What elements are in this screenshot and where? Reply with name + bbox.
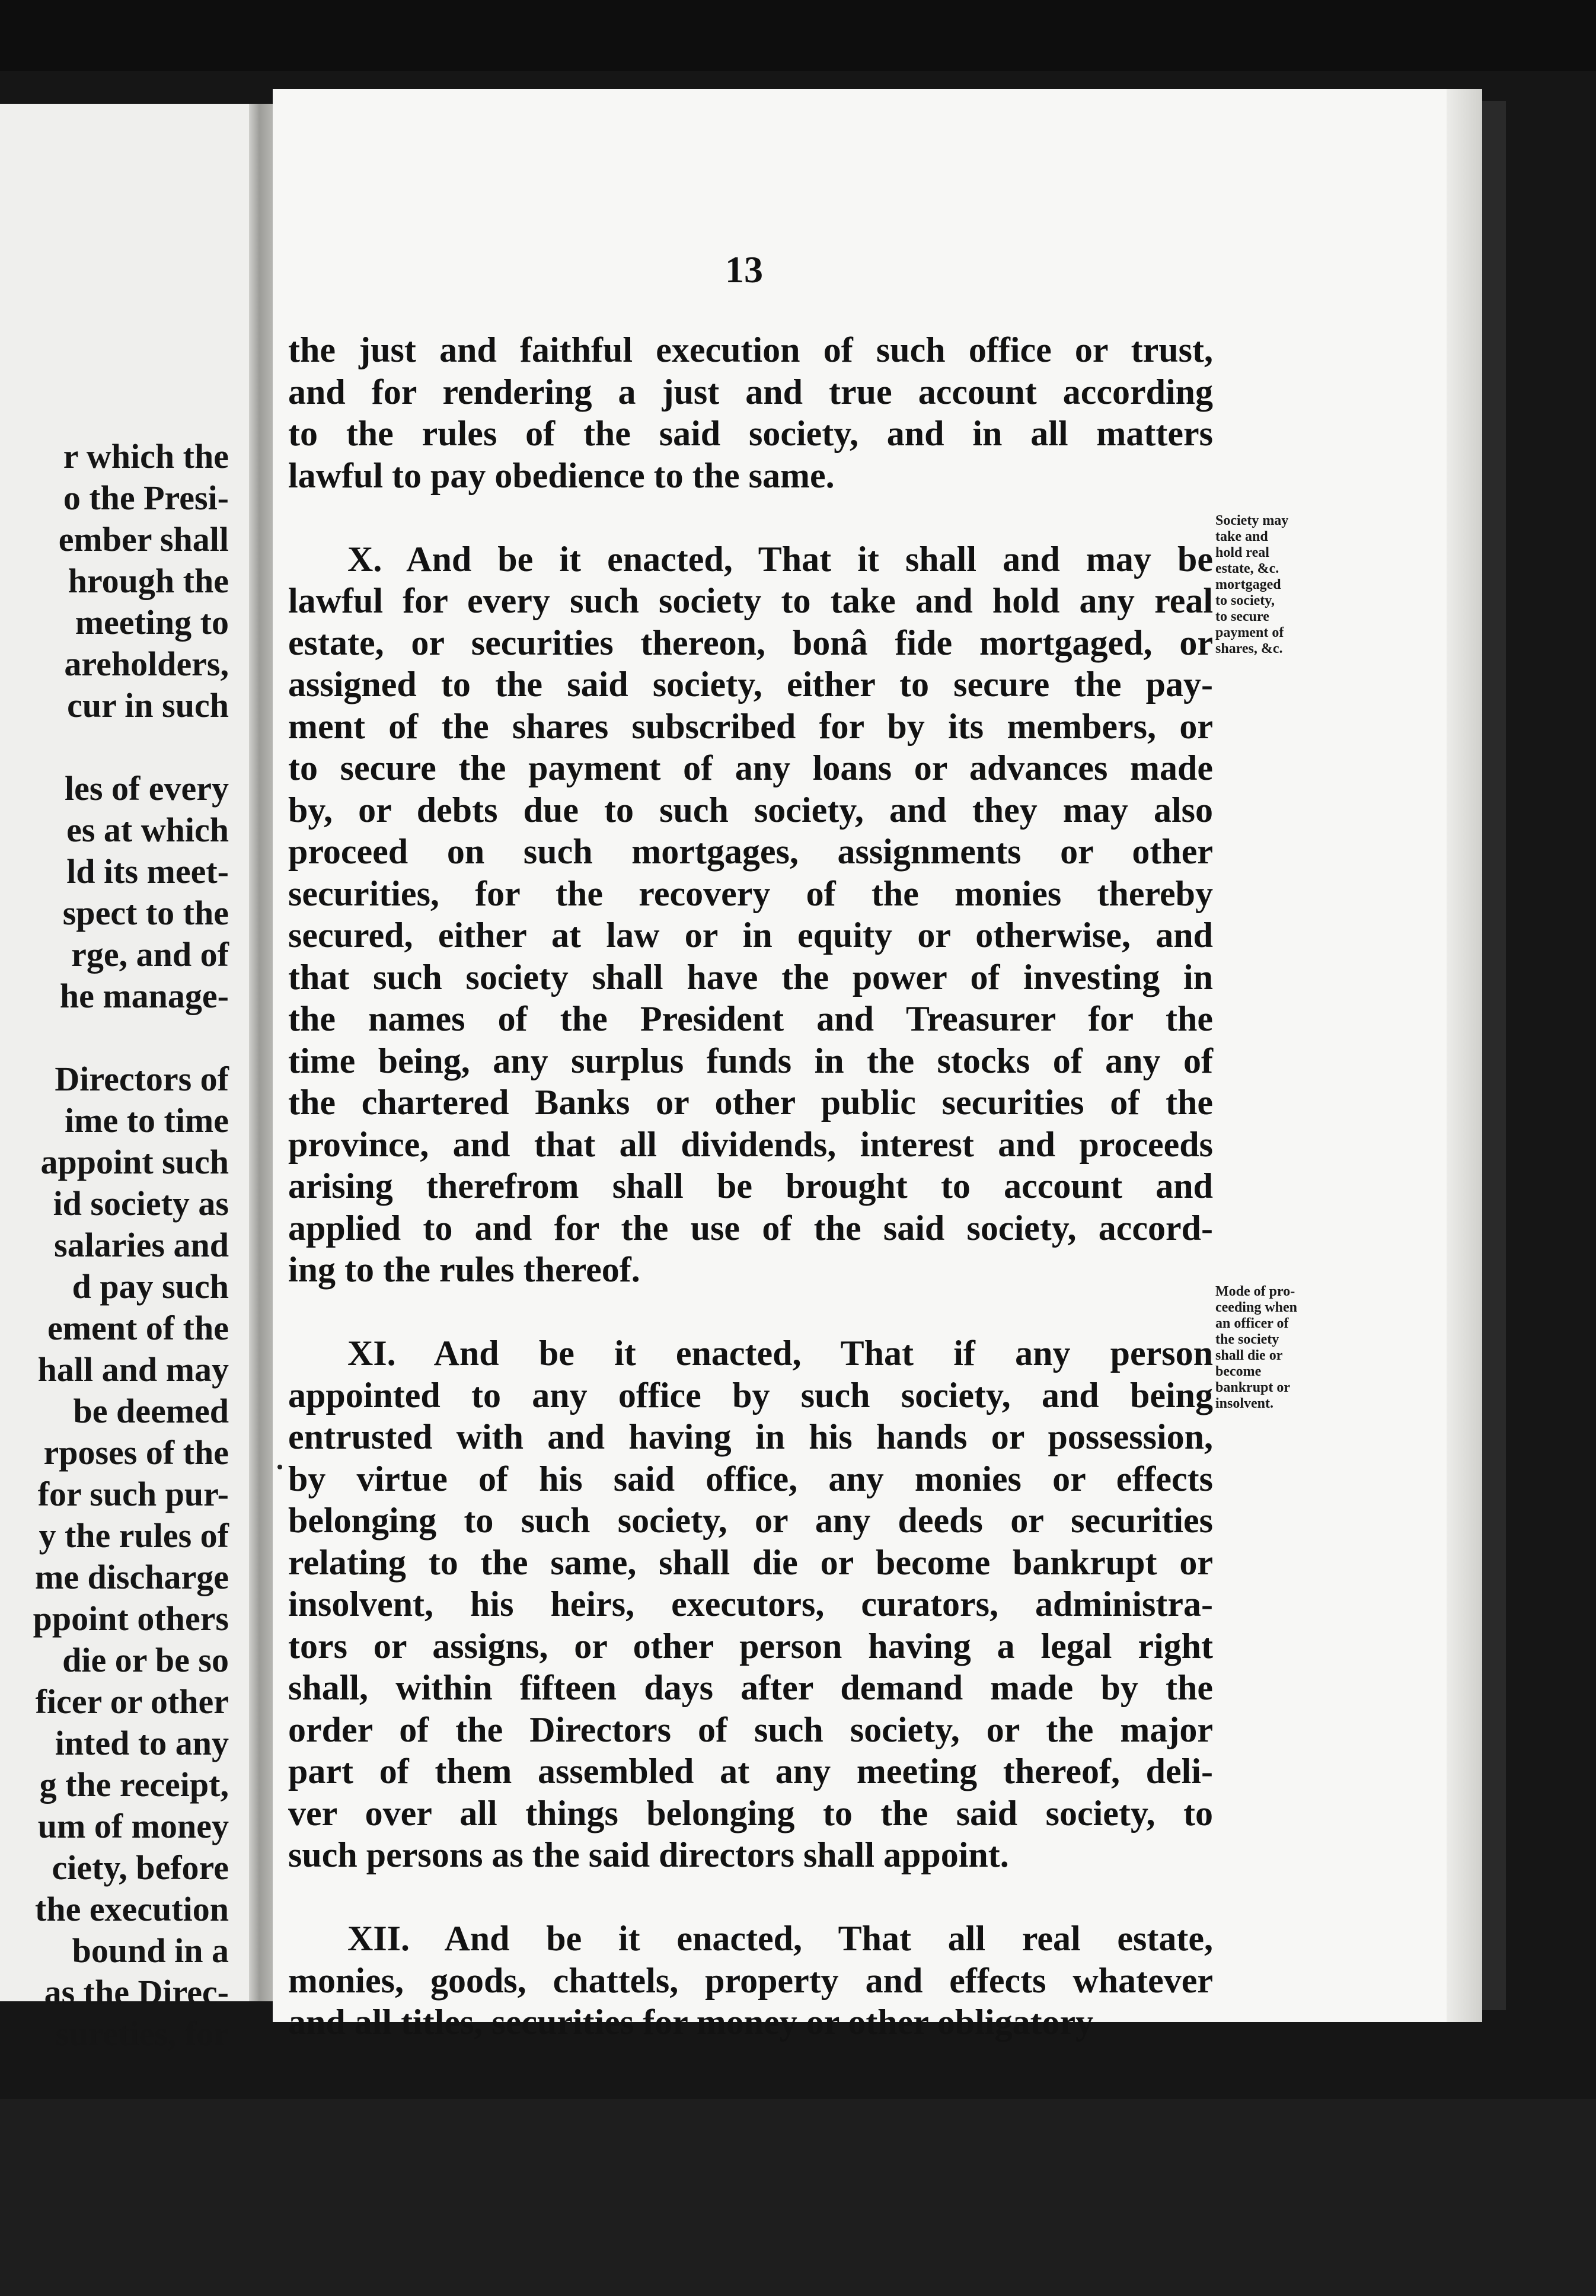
scan-bottom-border xyxy=(0,2099,1596,2296)
left-page-line: areholders, xyxy=(64,645,229,683)
body-line: and for rendering a just and true account according xyxy=(288,372,1213,412)
left-page-line: y the rules of xyxy=(39,1516,229,1555)
left-page-line: sureties, for xyxy=(55,2014,229,2053)
left-page-line: hall and may xyxy=(37,1350,229,1389)
body-line: belonging to such society, or any deeds or securities xyxy=(288,1501,1213,1540)
margin-note-line: bankrupt or xyxy=(1215,1380,1291,1395)
left-page-line: g the receipt, xyxy=(39,1765,229,1804)
left-page-line: les of every xyxy=(65,769,229,808)
body-line: such persons as the said directors shall appoint. xyxy=(288,1835,1009,1874)
body-line: ment of the shares subscribed for by its members, or xyxy=(288,706,1213,746)
margin-note-line: the society xyxy=(1215,1332,1279,1347)
body-line: part of them assembled at any meeting thereof, deli- xyxy=(288,1752,1213,1791)
body-line: time being, any surplus funds in the stocks of any of xyxy=(288,1041,1213,1080)
body-line: XI. And be it enacted, That if any person xyxy=(347,1334,1213,1373)
left-page-line: bound in a xyxy=(72,1931,229,1970)
margin-note-line: Mode of pro- xyxy=(1215,1284,1295,1299)
left-page-line: spect to the xyxy=(62,894,229,932)
body-line: X. And be it enacted, That it shall and may be xyxy=(347,539,1213,579)
left-page-line: ciety, before xyxy=(52,1848,229,1887)
margin-note-line: Society may xyxy=(1215,513,1289,528)
body-line: ver over all things belonging to the said society, to xyxy=(288,1793,1213,1833)
left-page xyxy=(0,104,270,2053)
body-line: proceed on such mortgages, assignments or other xyxy=(288,832,1213,871)
body-line: order of the Directors of such society, or the major xyxy=(288,1710,1213,1749)
margin-note-line: take and xyxy=(1215,529,1268,544)
body-line: applied to and for the use of the said society, accord- xyxy=(288,1208,1213,1248)
margin-note-section-xi xyxy=(1215,1284,1358,1412)
body-line: insolvent, his heirs, executors, curators, administra- xyxy=(288,1584,1213,1624)
left-page-line: me discharge xyxy=(35,1558,229,1596)
margin-note-line: insolvent. xyxy=(1215,1396,1274,1411)
left-page-line: um of money xyxy=(37,1807,229,1845)
left-page-line: ember shall xyxy=(58,520,229,559)
body-line: to secure the payment of any loans or advances made xyxy=(288,748,1213,787)
body-line: the chartered Banks or other public securities of the xyxy=(288,1083,1213,1122)
body-line: appointed to any office by such society, and being xyxy=(288,1375,1213,1415)
margin-note-line: mortgaged xyxy=(1215,577,1281,592)
margin-note-line: shall die or xyxy=(1215,1348,1283,1363)
book-gutter xyxy=(249,104,273,2001)
ink-speck xyxy=(277,1465,282,1469)
left-page-line: he manage- xyxy=(59,977,229,1015)
body-line: to the rules of the said society, and in all matters xyxy=(288,414,1213,453)
left-page-line: r which the xyxy=(63,437,229,476)
body-line: the names of the President and Treasurer for the xyxy=(288,999,1213,1038)
body-line: tors or assigns, or other person having a legal right xyxy=(288,1626,1213,1666)
left-page-line: d pay such xyxy=(72,1267,229,1306)
left-page-line: ficer or other xyxy=(35,1682,229,1721)
body-line: by, or debts due to such society, and they may also xyxy=(288,790,1213,830)
left-page-line: salaries and xyxy=(54,1226,229,1264)
left-page-line: appoint such xyxy=(40,1143,229,1181)
left-page-line: hrough the xyxy=(68,562,229,600)
margin-note-line: to secure xyxy=(1215,609,1269,624)
body-line: secured, either at law or in equity or otherwise, and xyxy=(288,916,1213,955)
body-line: lawful for every such society to take and hold any real xyxy=(288,581,1213,620)
left-page-line: die or be so xyxy=(62,1641,229,1679)
margin-note-line: to society, xyxy=(1215,593,1275,608)
left-page-text xyxy=(0,436,236,2096)
margin-note-line: become xyxy=(1215,1364,1262,1379)
body-line: estate, or securities thereon, bonâ fide mortgaged, or xyxy=(288,623,1213,662)
page-edge-shadow xyxy=(1482,101,1506,2010)
left-page-line: rge, and of xyxy=(71,935,229,974)
margin-note-line: ceeding when xyxy=(1215,1300,1297,1315)
body-line: the just and faithful execution of such office or trust, xyxy=(288,330,1213,369)
body-line: that such society shall have the power of investing in xyxy=(288,957,1213,997)
body-line: entrusted with and having in his hands or possession, xyxy=(288,1417,1213,1456)
left-page-line: o the Presi- xyxy=(63,479,229,517)
scan-top-border xyxy=(0,0,1596,71)
margin-note-line: payment of xyxy=(1215,625,1284,640)
left-page-line: the execution xyxy=(35,1890,229,1928)
body-text xyxy=(288,329,1237,2042)
margin-note-section-x xyxy=(1215,513,1358,657)
left-page-line: as the Direc- xyxy=(44,1973,229,2011)
left-page-line: be deemed xyxy=(73,1392,229,1430)
page-number: 13 xyxy=(725,248,763,291)
margin-note-line: estate, &c. xyxy=(1215,561,1279,576)
body-line: securities, for the recovery of the monies thereby xyxy=(288,873,1213,913)
body-line: and all titles, securities for money or other obligatory xyxy=(288,2002,1094,2042)
left-page-line: ld its meet- xyxy=(66,852,229,891)
body-line: monies, goods, chattels, property and effects whatever xyxy=(288,1960,1213,2000)
left-page-line: ppoint others xyxy=(33,1599,229,1638)
body-line: ing to the rules thereof. xyxy=(288,1250,640,1289)
body-line: assigned to the said society, either to secure the pay- xyxy=(288,665,1213,704)
body-line: relating to the same, shall die or become bankrupt or xyxy=(288,1542,1213,1582)
body-line: shall, within fifteen days after demand made by the xyxy=(288,1668,1213,1707)
left-page-line: inted to any xyxy=(55,1724,229,1762)
left-page-line: meeting to xyxy=(75,603,229,642)
body-line: by virtue of his said office, any monies or effects xyxy=(288,1459,1213,1498)
left-page-line: for such pur- xyxy=(37,1475,229,1513)
page-edge xyxy=(1447,89,1482,2022)
body-line: lawful to pay obedience to the same. xyxy=(288,455,835,495)
left-page-line: ime to time xyxy=(65,1101,229,1140)
left-page-line: Directors of xyxy=(55,1060,229,1098)
left-page-line: rposes of the xyxy=(43,1433,229,1472)
left-page-line: id society as xyxy=(53,1184,229,1223)
left-page-line: ement of the xyxy=(47,1309,229,1347)
body-line: arising therefrom shall be brought to account and xyxy=(288,1166,1213,1206)
left-page-line: es at which xyxy=(66,811,229,849)
left-page-line: cur in such xyxy=(67,686,229,725)
body-line: province, and that all dividends, interest and proceeds xyxy=(288,1124,1213,1164)
margin-note-line: shares, &c. xyxy=(1215,641,1283,656)
margin-note-line: an officer of xyxy=(1215,1316,1289,1331)
margin-note-line: hold real xyxy=(1215,545,1269,560)
body-line: XII. And be it enacted, That all real estate, xyxy=(347,1919,1213,1958)
